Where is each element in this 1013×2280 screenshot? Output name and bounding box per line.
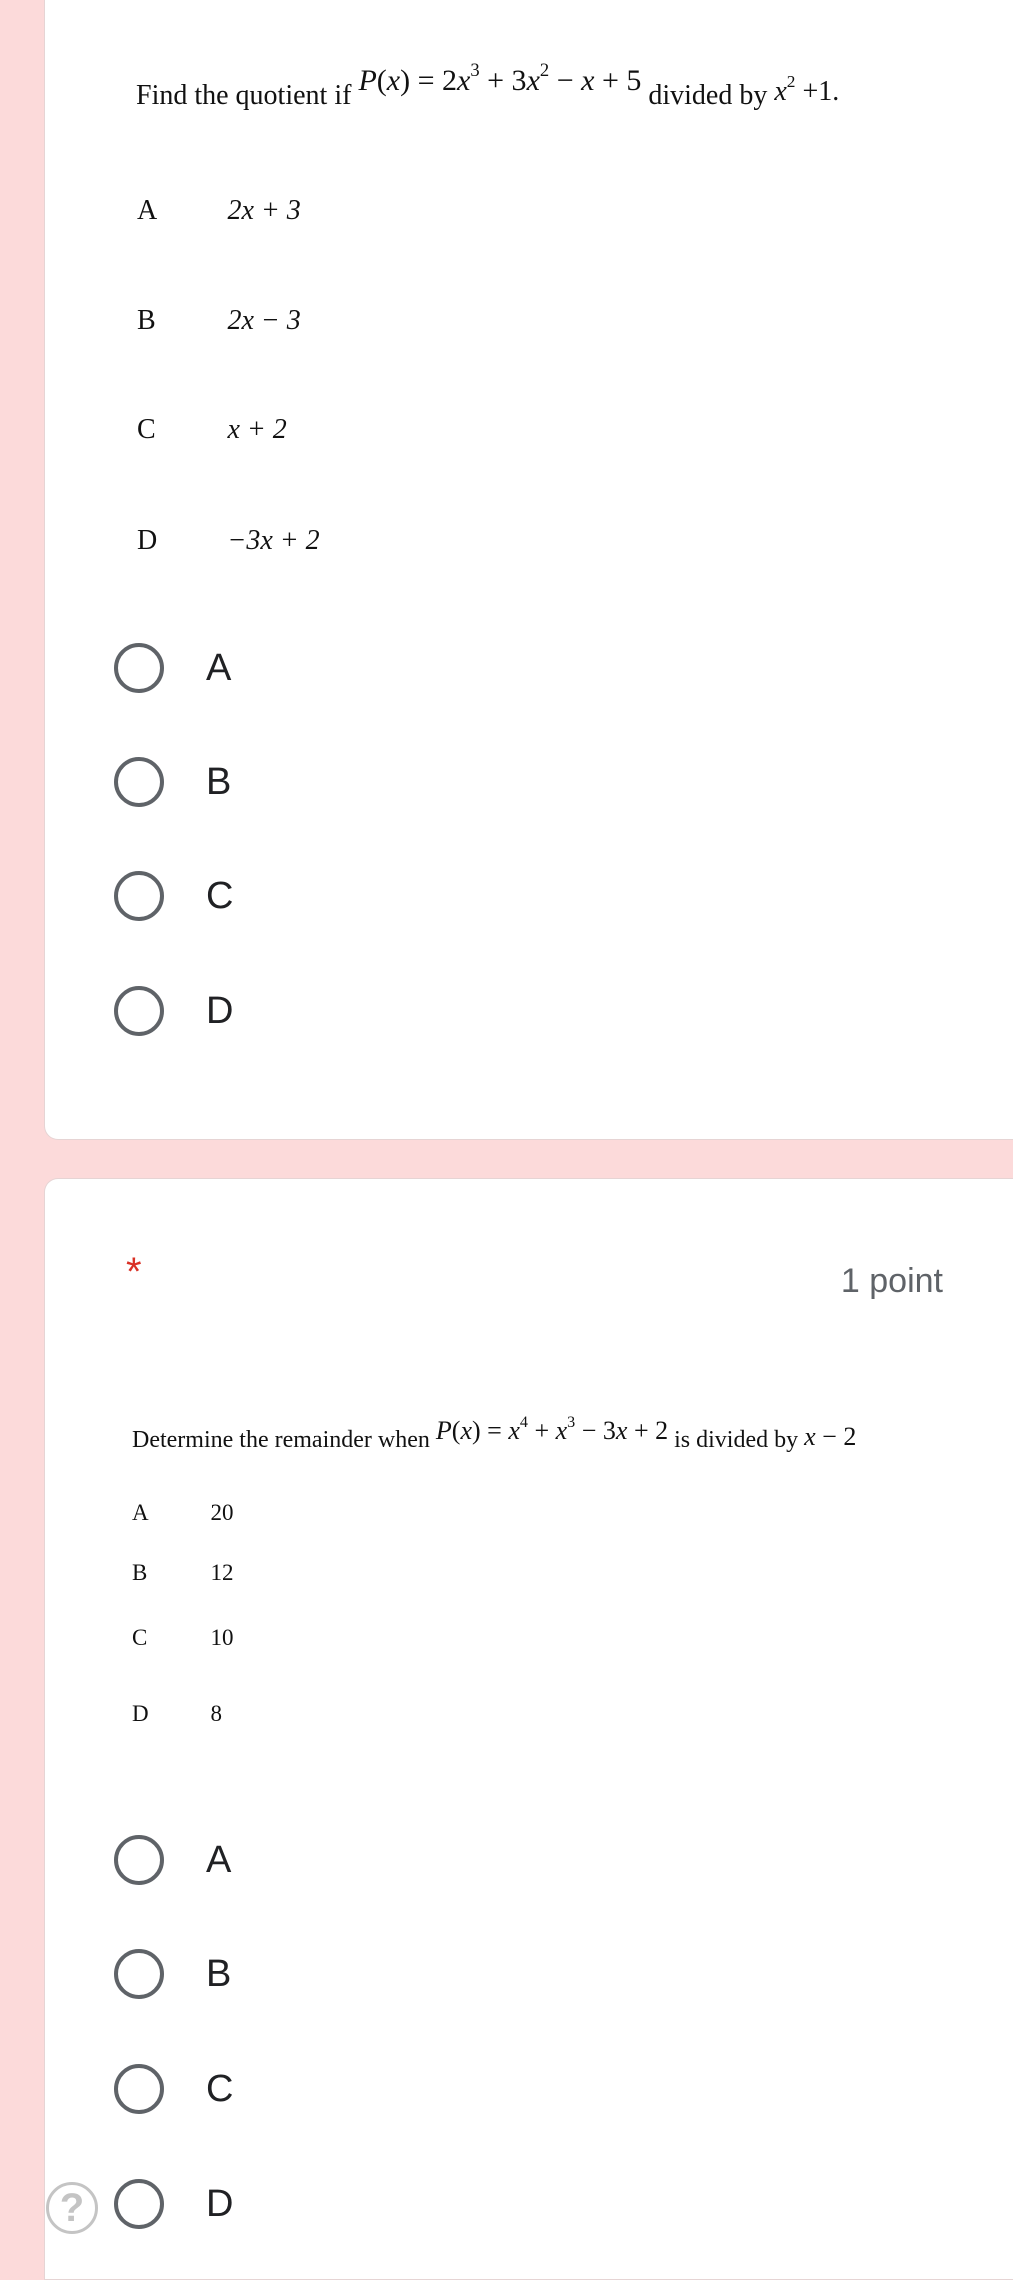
choice-letter: C: [137, 414, 156, 445]
radio-label: C: [206, 874, 234, 917]
q1-choice-a: [137, 195, 301, 227]
radio-label: B: [206, 760, 232, 803]
required-asterisk: *: [126, 1250, 142, 1294]
choice-value: 2x − 3: [227, 305, 301, 336]
q2-radio-option-b[interactable]: [114, 1944, 231, 2004]
question-2-polynomial: $P(x) = x^4 + x^3 - 3x + 2$: [435, 1413, 669, 1445]
q2-choice-c: [132, 1625, 233, 1651]
q1-radio-option-a[interactable]: [114, 638, 231, 698]
choice-letter: C: [132, 1625, 148, 1650]
question-points: 1 point: [840, 1262, 943, 1300]
question-2-text: [132, 1413, 857, 1454]
question-2-suffix: is divided by: [674, 1427, 799, 1453]
choice-value: 8: [210, 1701, 222, 1726]
choice-letter: A: [132, 1500, 149, 1525]
choice-letter: A: [137, 195, 158, 226]
question-1-text: [136, 60, 840, 112]
q1-choice-c: [137, 414, 287, 446]
radio-label: B: [206, 1952, 232, 1995]
choice-letter: B: [137, 305, 156, 336]
radio-circle[interactable]: [114, 643, 164, 693]
question-2-prefix: Determine the remainder when: [132, 1427, 430, 1453]
choice-value: 12: [210, 1560, 234, 1585]
choice-letter: B: [132, 1560, 148, 1585]
q1-radio-option-b[interactable]: [114, 752, 231, 812]
q2-choice-a: [132, 1500, 233, 1526]
question-1-polynomial: $P(x) = 2x^3 + 3x^2 - x + 5$: [358, 60, 642, 97]
q2-radio-option-c[interactable]: [114, 2059, 233, 2119]
choice-value: 2x + 3: [227, 195, 301, 226]
radio-label: D: [206, 989, 234, 1032]
question-1-suffix: divided by: [648, 80, 768, 111]
choice-letter: D: [137, 525, 158, 556]
choice-value: 20: [210, 1500, 234, 1525]
radio-circle[interactable]: [114, 871, 164, 921]
q1-choice-b: [137, 305, 301, 337]
radio-label: D: [206, 2182, 234, 2225]
q1-choice-d: [137, 525, 320, 557]
choice-letter: D: [132, 1701, 149, 1726]
question-2-divisor: x − 2: [804, 1422, 857, 1451]
q1-radio-option-d[interactable]: [114, 981, 233, 1041]
radio-label: A: [206, 1838, 232, 1881]
radio-circle[interactable]: [114, 1949, 164, 1999]
radio-label: A: [206, 646, 232, 689]
radio-circle[interactable]: [114, 986, 164, 1036]
radio-circle[interactable]: [114, 757, 164, 807]
radio-circle[interactable]: [114, 2179, 164, 2229]
radio-label: C: [206, 2067, 234, 2110]
choice-value: x + 2: [227, 414, 287, 445]
help-icon[interactable]: ?: [46, 2182, 98, 2234]
q2-choice-d: [132, 1701, 222, 1727]
q1-radio-option-c[interactable]: [114, 866, 233, 926]
q2-radio-option-a[interactable]: [114, 1830, 231, 1890]
question-1-divisor: $x^2 +1$.: [774, 71, 840, 107]
question-1-prefix: Find the quotient if: [136, 80, 352, 111]
q2-radio-option-d[interactable]: [114, 2174, 233, 2234]
question-card-1: [44, 0, 1013, 1140]
choice-value: −3x + 2: [227, 525, 320, 556]
radio-circle[interactable]: [114, 2064, 164, 2114]
choice-value: 10: [210, 1625, 234, 1650]
q2-choice-b: [132, 1560, 233, 1586]
radio-circle[interactable]: [114, 1835, 164, 1885]
